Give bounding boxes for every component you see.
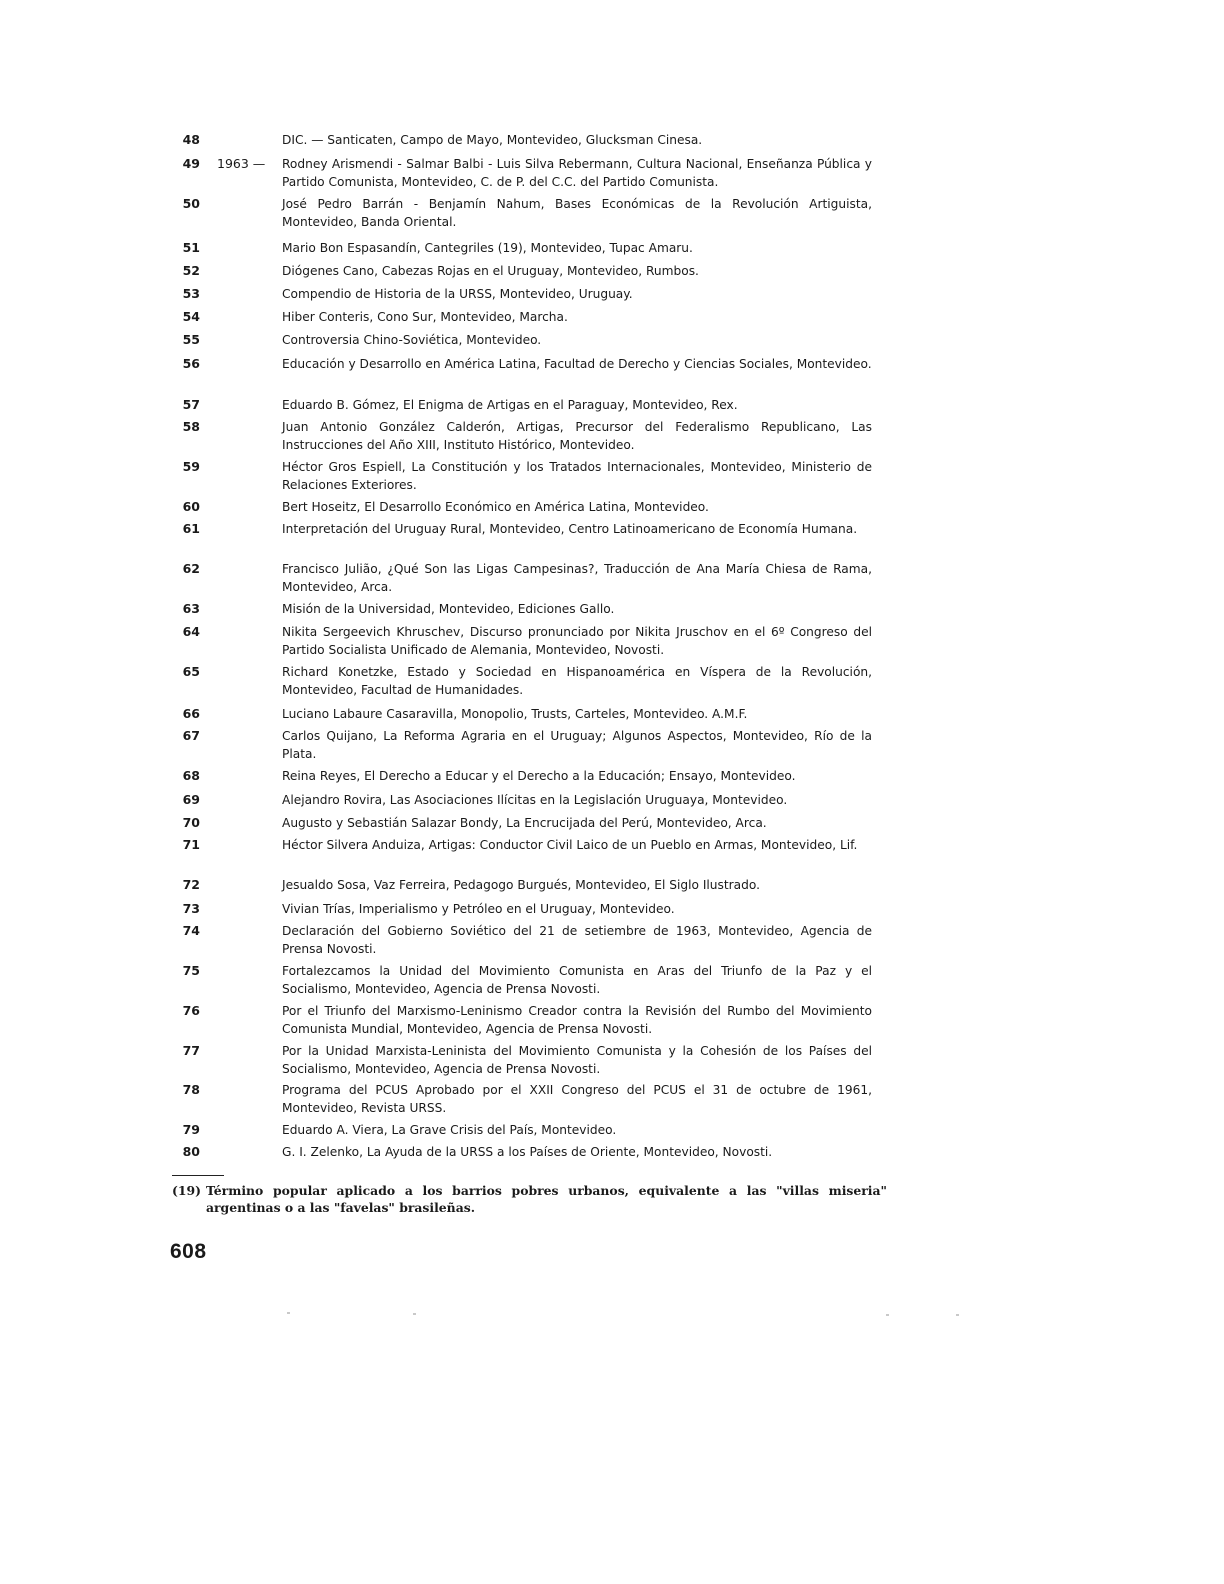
entry-text: Fortalezcamos la Unidad del Movimiento Comunista en Aras del Triunfo de la Paz y el Socialismo, Montevideo, Agencia de Prensa Novosti. xyxy=(282,964,872,996)
footnote-text: Término popular aplicado a los barrios pobres urbanos, equivalente a las "villas miseria" argentinas o a las "favelas" brasileñas. xyxy=(206,1183,887,1215)
entry-number: 69 xyxy=(182,792,200,807)
entry-text: Reina Reyes, El Derecho a Educar y el Derecho a la Educación; Ensayo, Montevideo. xyxy=(282,769,796,783)
entry-text: Por la Unidad Marxista-Leninista del Movimiento Comunista y la Cohesión de los Países del Socialismo, Montevideo, Agencia de Prensa Novosti. xyxy=(282,1044,872,1076)
entry-text: Interpretación del Uruguay Rural, Montevideo, Centro Latinoamericano de Economía Humana. xyxy=(282,522,858,536)
entry-number: 53 xyxy=(182,286,200,301)
entry-text: Programa del PCUS Aprobado por el XXII Congreso del PCUS el 31 de octubre de 1961, Montevideo, Revista URSS. xyxy=(282,1083,872,1115)
scan-speck xyxy=(413,1313,416,1315)
entry-text: Compendio de Historia de la URSS, Montevideo, Uruguay. xyxy=(282,287,633,301)
entry-number: 75 xyxy=(182,963,200,978)
entry-text: Augusto y Sebastián Salazar Bondy, La Encrucijada del Perú, Montevideo, Arca. xyxy=(282,816,767,830)
entry-number: 68 xyxy=(182,768,200,783)
entry-number: 73 xyxy=(182,901,200,916)
entry-text: DIC. — Santicaten, Campo de Mayo, Montevideo, Glucksman Cinesa. xyxy=(282,133,703,147)
entry-number: 76 xyxy=(182,1003,200,1018)
entry-text: Declaración del Gobierno Soviético del 21 de setiembre de 1963, Montevideo, Agencia de Prensa Novosti. xyxy=(282,924,872,956)
entry-text: Francisco Julião, ¿Qué Son las Ligas Campesinas?, Traducción de Ana María Chiesa de Rama, Montevideo, Arca. xyxy=(282,562,872,594)
entry-text: Alejandro Rovira, Las Asociaciones Ilícitas en la Legislación Uruguaya, Montevideo. xyxy=(282,793,788,807)
page-number: 608 xyxy=(170,1240,207,1263)
entry-number: 79 xyxy=(182,1122,200,1137)
entry-number: 52 xyxy=(182,263,200,278)
entry-number: 62 xyxy=(182,561,200,576)
entry-number: 67 xyxy=(182,728,200,743)
entry-text: Jesualdo Sosa, Vaz Ferreira, Pedagogo Burgués, Montevideo, El Siglo Ilustrado. xyxy=(282,878,760,892)
entry-text: Mario Bon Espasandín, Cantegriles (19), Montevideo, Tupac Amaru. xyxy=(282,241,693,255)
entry-text: Luciano Labaure Casaravilla, Monopolio, Trusts, Carteles, Montevideo. A.M.F. xyxy=(282,707,748,721)
entry-text: G. I. Zelenko, La Ayuda de la URSS a los Países de Oriente, Montevideo, Novosti. xyxy=(282,1145,773,1159)
entry-text: Vivian Trías, Imperialismo y Petróleo en el Uruguay, Montevideo. xyxy=(282,902,675,916)
entry-number: 50 xyxy=(182,196,200,211)
entry-text: Héctor Silvera Anduiza, Artigas: Conductor Civil Laico de un Pueblo en Armas, Montevideo, Lif. xyxy=(282,838,858,852)
entry-number: 78 xyxy=(182,1082,200,1097)
entry-number: 71 xyxy=(182,837,200,852)
entry-number: 66 xyxy=(182,706,200,721)
entry-text: Eduardo B. Gómez, El Enigma de Artigas en el Paraguay, Montevideo, Rex. xyxy=(282,398,738,412)
entry-text: Carlos Quijano, La Reforma Agraria en el Uruguay; Algunos Aspectos, Montevideo, Río de la Plata. xyxy=(282,729,872,761)
footnote-rule xyxy=(172,1175,224,1176)
entry-number: 65 xyxy=(182,664,200,679)
entry-number: 54 xyxy=(182,309,200,324)
entry-text: Por el Triunfo del Marxismo-Leninismo Creador contra la Revisión del Rumbo del Movimiento Comunista Mundial, Montevideo, Agencia de Prensa Novosti. xyxy=(282,1004,872,1036)
entry-text: Nikita Sergeevich Khruschev, Discurso pronunciado por Nikita Jruschov en el 6º Congreso del Partido Socialista Unificado de Alemania, Montevideo, Novosti. xyxy=(282,625,872,657)
entry-text: Eduardo A. Viera, La Grave Crisis del País, Montevideo. xyxy=(282,1123,617,1137)
entry-number: 80 xyxy=(182,1144,200,1159)
entry-number: 72 xyxy=(182,877,200,892)
entry-number: 60 xyxy=(182,499,200,514)
entry-number: 57 xyxy=(182,397,200,412)
entry-number: 49 xyxy=(182,156,200,171)
entry-text: Rodney Arismendi - Salmar Balbi - Luis Silva Rebermann, Cultura Nacional, Enseñanza Pública y Partido Comunista, Montevideo, C. de P. del C.C. del Partido Comunista. xyxy=(282,157,872,189)
entry-text: Bert Hoseitz, El Desarrollo Económico en América Latina, Montevideo. xyxy=(282,500,709,514)
entry-number: 56 xyxy=(182,356,200,371)
entry-text: Controversia Chino-Soviética, Montevideo. xyxy=(282,333,542,347)
entry-number: 58 xyxy=(182,419,200,434)
entry-number: 77 xyxy=(182,1043,200,1058)
entry-text: Misión de la Universidad, Montevideo, Ediciones Gallo. xyxy=(282,602,615,616)
entry-year: 1963 — xyxy=(217,156,266,171)
entry-number: 55 xyxy=(182,332,200,347)
entry-text: Juan Antonio González Calderón, Artigas, Precursor del Federalismo Republicano, Las Instrucciones del Año XIII, Instituto Histórico, Montevideo. xyxy=(282,420,872,452)
entry-number: 51 xyxy=(182,240,200,255)
entry-text: José Pedro Barrán - Benjamín Nahum, Bases Económicas de la Revolución Artiguista, Montevideo, Banda Oriental. xyxy=(282,197,872,229)
scan-speck xyxy=(886,1314,889,1316)
scan-speck xyxy=(956,1314,959,1316)
entry-number: 61 xyxy=(182,521,200,536)
entry-number: 63 xyxy=(182,601,200,616)
entry-text: Educación y Desarrollo en América Latina, Facultad de Derecho y Ciencias Sociales, Montevideo. xyxy=(282,357,872,371)
scan-speck xyxy=(287,1312,290,1314)
entry-number: 70 xyxy=(182,815,200,830)
entry-text: Héctor Gros Espiell, La Constitución y los Tratados Internacionales, Montevideo, Ministerio de Relaciones Exteriores. xyxy=(282,460,872,492)
entry-number: 64 xyxy=(182,624,200,639)
entry-text: Richard Konetzke, Estado y Sociedad en Hispanoamérica en Víspera de la Revolución, Montevideo, Facultad de Humanidades. xyxy=(282,665,872,697)
entry-number: 48 xyxy=(182,132,200,147)
entry-text: Diógenes Cano, Cabezas Rojas en el Uruguay, Montevideo, Rumbos. xyxy=(282,264,699,278)
footnote-number: (19) xyxy=(172,1183,201,1198)
entry-text: Hiber Conteris, Cono Sur, Montevideo, Marcha. xyxy=(282,310,568,324)
entry-number: 74 xyxy=(182,923,200,938)
entry-number: 59 xyxy=(182,459,200,474)
